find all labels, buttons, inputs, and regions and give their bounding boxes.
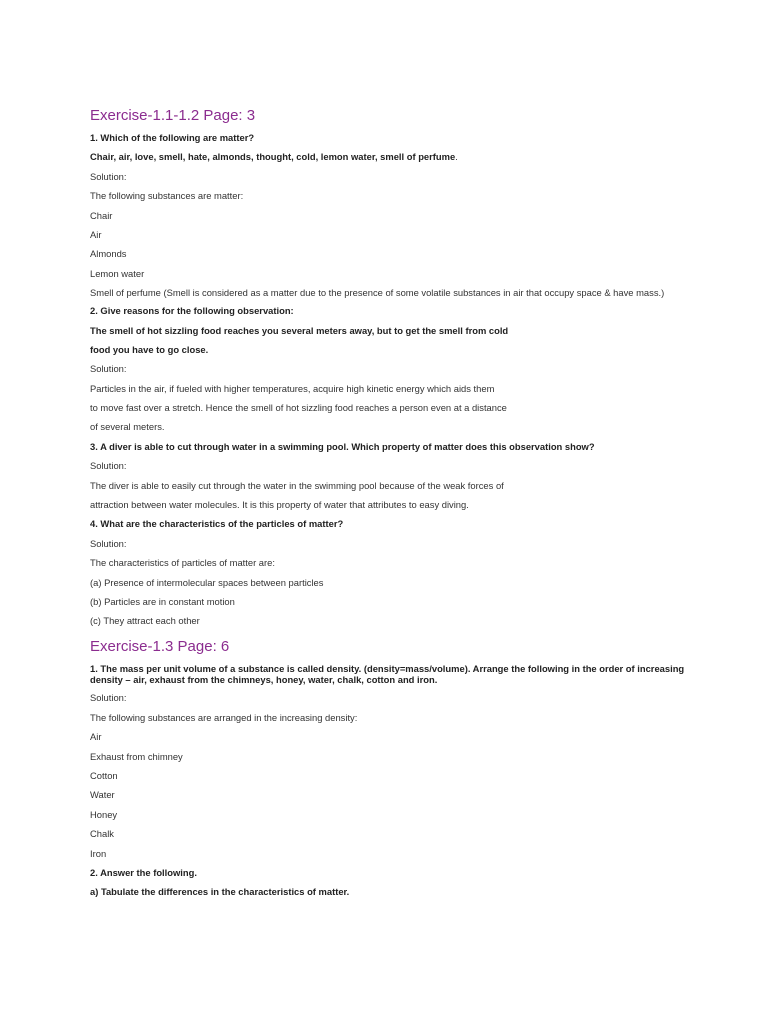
e2-q1-answer: Honey [90, 808, 118, 820]
document-page [90, 106, 690, 906]
q1-intro: The following substances are matter: [90, 190, 244, 202]
e2-q1-intro: The following substances are arranged in the increasing density: [90, 711, 358, 723]
q1-items [90, 151, 690, 162]
q2-prompt-line: The smell of hot sizzling food reaches you several meters away, but to get the smell from cold [90, 324, 509, 336]
q2-prompt-line: food you have to go close. [90, 343, 209, 355]
e2-q1-answer: Air [90, 731, 102, 743]
q1-answer: Air [90, 228, 102, 240]
q4-intro: The characteristics of particles of matter are: [90, 557, 275, 569]
q2-question: 2. Give reasons for the following observation: [90, 305, 294, 317]
q3-question: 3. A diver is able to cut through water in a swimming pool. Which property of matter does this observation show? [90, 440, 595, 452]
q1-answer: Lemon water [90, 267, 145, 279]
e2-q1-question: 1. The mass per unit volume of a substance is called density. (density=mass/volume). Arrange the following in the order of increasing density – air, exhaust from the chimneys, honey, water, chalk, cotton and iron. [90, 663, 685, 686]
q4-question: 4. What are the characteristics of the particles of matter? [90, 518, 344, 530]
e2-q2-sub-a: a) Tabulate the differences in the characteristics of matter. [90, 886, 350, 898]
q1-question: 1. Which of the following are matter? [90, 132, 255, 143]
e2-q1-answer: Water [90, 789, 115, 801]
q1-solution-label: Solution: [90, 170, 127, 182]
q3-solution-label: Solution: [90, 460, 127, 472]
q4-answer: (c) They attract each other [90, 615, 200, 627]
q4-solution-label: Solution: [90, 537, 127, 549]
q4-answer: (a) Presence of intermolecular spaces between particles [90, 576, 324, 588]
q3-answer-line: attraction between water molecules. It is this property of water that attributes to easy diving. [90, 499, 469, 511]
e2-q1-answer: Exhaust from chimney [90, 750, 183, 762]
q2-answer-line: Particles in the air, if fueled with higher temperatures, acquire high kinetic energy which aids them [90, 382, 495, 394]
e2-q2-question: 2. Answer the following. [90, 866, 197, 878]
q1-answer: Almonds [90, 248, 127, 260]
q2-answer-line: to move fast over a stretch. Hence the smell of hot sizzling food reaches a person even at a distance [90, 402, 507, 414]
q1-answer: Chair [90, 209, 113, 221]
q1-items-text: Chair, air, love, smell, hate, almonds, thought, cold, lemon water, smell of perfume [90, 151, 456, 163]
q2-answer-line: of several meters. [90, 421, 165, 433]
exercise-2-heading: Exercise-1.3 Page: 6 [90, 638, 230, 656]
e2-q1-answer: Chalk [90, 828, 114, 840]
e2-q1-answer: Cotton [90, 769, 118, 781]
q1-items-tail: . [455, 151, 458, 163]
q3-answer-line: The diver is able to easily cut through the water in the swimming pool because of the weak forces of [90, 479, 504, 491]
e2-q1-solution-label: Solution: [90, 692, 127, 704]
e2-q1-answer: Iron [90, 847, 107, 859]
exercise-1-heading: Exercise-1.1-1.2 Page: 3 [90, 107, 256, 124]
q1-note: Smell of perfume (Smell is considered as a matter due to the presence of some volatile substances in air that occupy space & have mass.) [90, 287, 665, 299]
q2-solution-label: Solution: [90, 363, 127, 375]
q4-answer: (b) Particles are in constant motion [90, 595, 235, 607]
